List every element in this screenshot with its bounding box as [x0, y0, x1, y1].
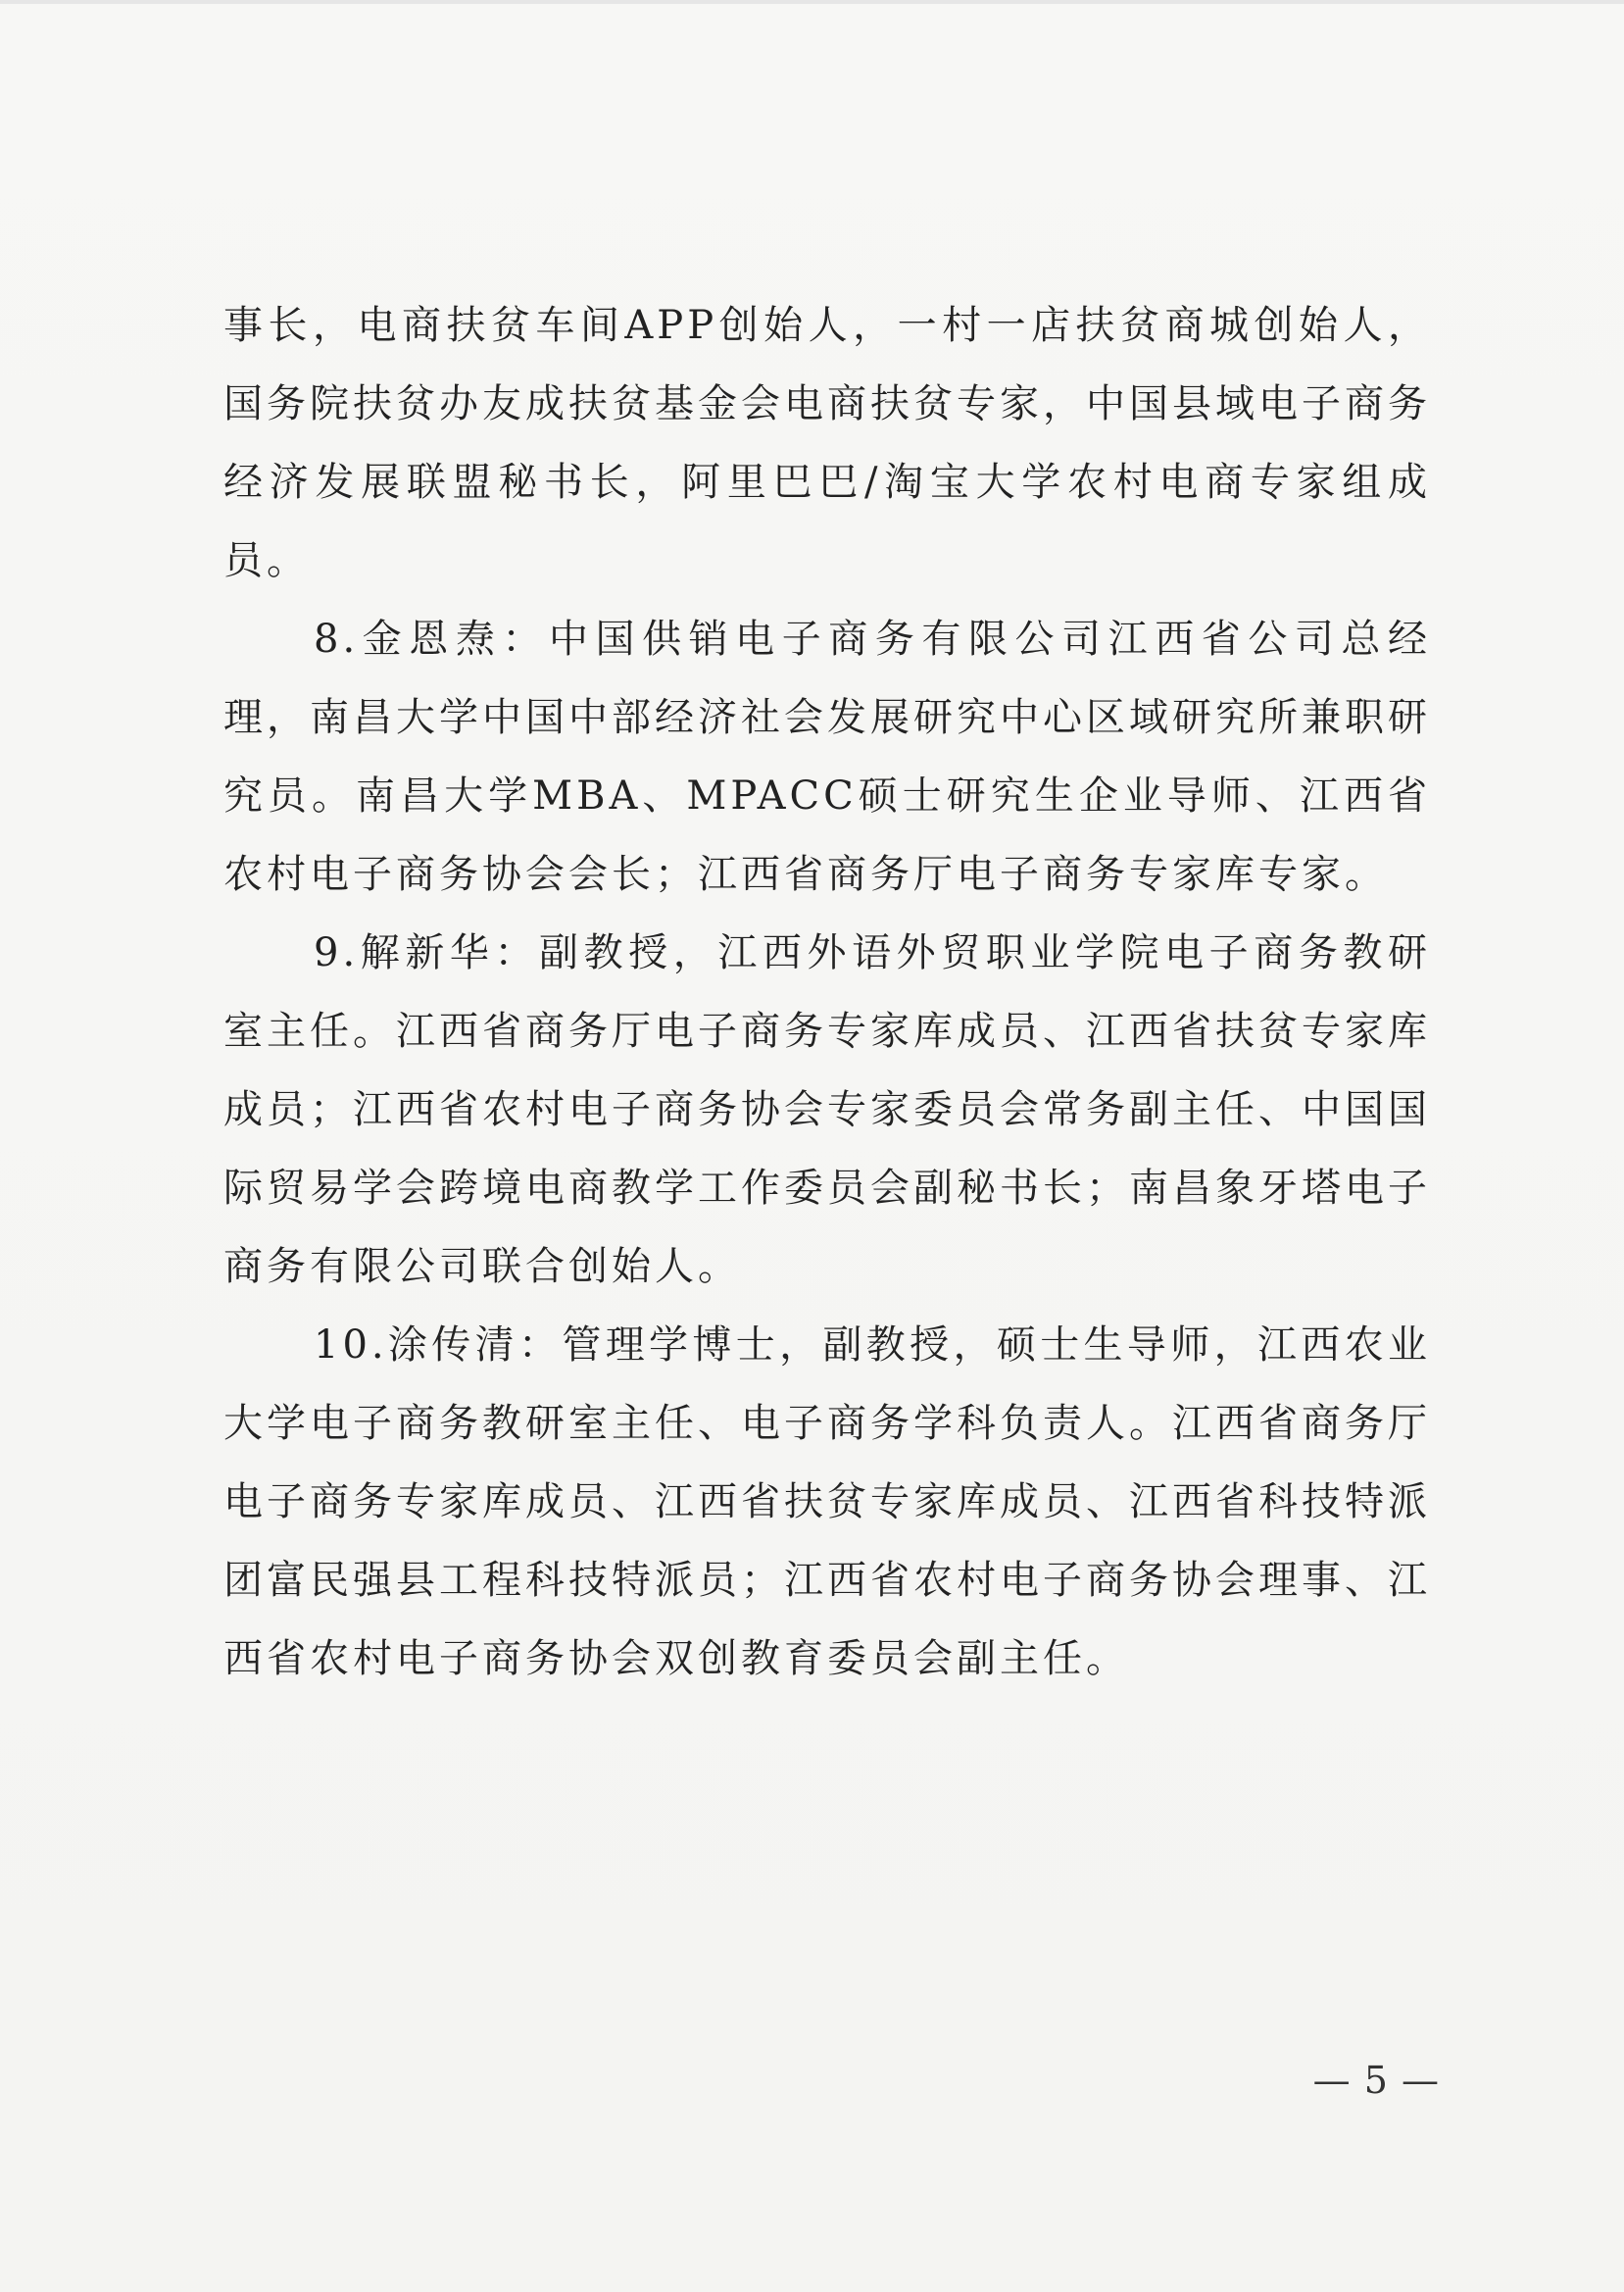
paragraph-tu-chuan-qing: 10.涂传清：管理学博士，副教授，硕士生导师，江西农业大学电子商务教研室主任、电子商务学科负责人。江西省商务厅电子商务专家库成员、江西省扶贫专家库成员、江西省科技特派团富民强县工程科技特派员；江西省农村电子商务协会理事、江西省农村电子商务协会双创教育委员会副主任。 — [223, 1322, 1431, 1681]
paragraph-continuation: 事长，电商扶贫车间APP创始人，一村一店扶贫商城创始人，国务院扶贫办友成扶贫基金会电商扶贫专家，中国县域电子商务经济发展联盟秘书长，阿里巴巴/淘宝大学农村电商专家组成员。 — [223, 303, 1431, 583]
paragraph-xie-xin-hua: 9.解新华：副教授，江西外语外贸职业学院电子商务教研室主任。江西省商务厅电子商务专家库成员、江西省扶贫专家库成员；江西省农村电子商务协会专家委员会常务副主任、中国国际贸易学会跨境电商教学工作委员会副秘书长；南昌象牙塔电子商务有限公司联合创始人。 — [223, 930, 1431, 1289]
page-number: — 5 — — [1312, 2059, 1440, 2102]
document-body — [223, 286, 1431, 1698]
paragraph-jin-en-tao: 8.金恩焘：中国供销电子商务有限公司江西省公司总经理，南昌大学中国中部经济社会发展研究中心区域研究所兼职研究员。南昌大学MBA、MPACC硕士研究生企业导师、江西省农村电子商务协会会长；江西省商务厅电子商务专家库专家。 — [223, 617, 1431, 897]
scan-edge-line — [0, 0, 1624, 4]
